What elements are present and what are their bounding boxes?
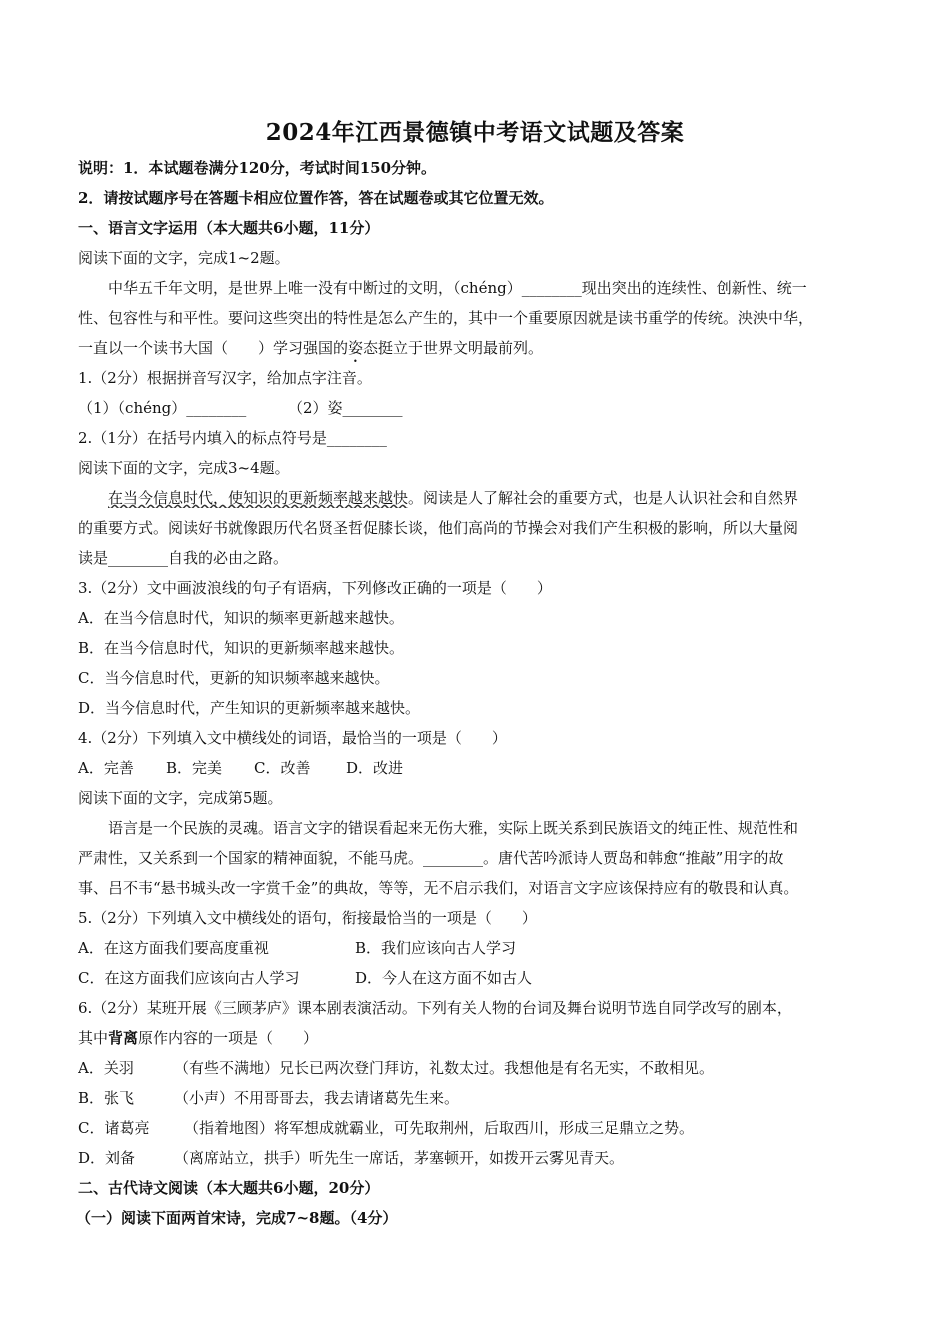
passage-2-line-1 — [108, 488, 878, 508]
question-5-options-row-1 — [78, 938, 878, 958]
question-3: 3.（2分）文中画波浪线的句子有语病，下列修改正确的一项是（ ） — [78, 579, 552, 597]
question-1-subitems — [78, 398, 878, 418]
question-5-options-row-2 — [78, 968, 878, 988]
question-3-option-b: B．在当今信息时代，知识的更新频率越来越快。 — [78, 639, 405, 657]
question-3-option-d: D．当今信息时代，产生知识的更新频率越来越快。 — [78, 699, 421, 717]
question-6-line-1: 6.（2分）某班开展《三顾茅庐》课本剧表演活动。下列有关人物的台词及舞台说明节选自同学改写的剧本， — [78, 999, 792, 1017]
option-a-role: A．关羽 — [78, 1059, 134, 1077]
dotted-character: 姿 — [348, 339, 364, 357]
question-3-option-c: C．当今信息时代，更新的知识频率越来越快。 — [78, 669, 390, 687]
question-6-option-b — [78, 1088, 878, 1108]
question-6-option-a — [78, 1058, 878, 1078]
passage-2-line-2: 的重要方式。阅读好书就像跟历代名贤圣哲促膝长谈，他们高尚的节操会对我们产生积极的影响，所以大量阅 — [78, 519, 799, 537]
question-4: 4.（2分）下列填入文中横线处的词语，最恰当的一项是（ ） — [78, 729, 507, 747]
question-6-option-d — [78, 1148, 878, 1168]
question-4-option-d: D．改进 — [346, 759, 404, 777]
passage-1-text-a: 一直以一个读书大国（ ）学习强国的 — [78, 339, 349, 357]
option-a-lines: （有些不满地）兄长已两次登门拜访，礼数太过。我想他是有名无实，不敢相见。 — [174, 1059, 715, 1077]
question-6-option-c — [78, 1118, 878, 1138]
reading-instruction-1: 阅读下面的文字，完成1~2题。 — [78, 249, 290, 267]
question-5-option-c: C．在这方面我们应该向古人学习 — [78, 969, 300, 987]
question-6-bold-word: 背离 — [108, 1029, 139, 1047]
section-1-heading: 一、语言文字运用（本大题共6小题，11分） — [78, 219, 380, 237]
passage-1-text-b: 态挺立于世界文明最前列。 — [363, 339, 544, 357]
option-b-role: B．张飞 — [78, 1089, 135, 1107]
question-6-line-2 — [78, 1028, 878, 1048]
question-6-text-b: 原作内容的一项是（ ） — [138, 1029, 319, 1047]
option-d-lines: （离席站立，拱手）听先生一席话，茅塞顿开，如拨开云雾见青天。 — [174, 1149, 625, 1167]
option-c-role: C．诸葛亮 — [78, 1119, 150, 1137]
question-1-sub-1: （1）（chéng）________ — [78, 399, 247, 417]
note-line-1: 说明：1．本试题卷满分120分，考试时间150分钟。 — [78, 159, 437, 177]
page-title: 2024年江西景德镇中考语文试题及答案 — [265, 119, 685, 146]
question-5: 5.（2分）下列填入文中横线处的语句，衔接最恰当的一项是（ ） — [78, 909, 537, 927]
question-3-option-a: A．在当今信息时代，知识的频率更新越来越快。 — [78, 609, 404, 627]
question-1: 1.（2分）根据拼音写汉字，给加点字注音。 — [78, 369, 372, 387]
question-6-text-a: 其中 — [78, 1029, 109, 1047]
question-4-options — [78, 758, 878, 778]
passage-2-line-3: 读是________自我的必由之路。 — [78, 549, 289, 567]
question-4-option-b: B．完美 — [166, 759, 223, 777]
passage-1-line-3 — [78, 338, 878, 366]
option-b-lines: （小声）不用哥哥去，我去请诸葛先生来。 — [174, 1089, 460, 1107]
passage-2-text: 。阅读是人了解社会的重要方式，也是人认识社会和自然界 — [408, 489, 799, 507]
question-4-option-a: A．完善 — [78, 759, 134, 777]
passage-1-line-2: 性、包容性与和平性。要问这些突出的特性是怎么产生的，其中一个重要原因就是读书重学的传统。泱泱中华， — [78, 309, 814, 327]
note-line-2: 2．请按试题序号在答题卡相应位置作答，答在试题卷或其它位置无效。 — [78, 189, 554, 207]
section-2-subheading: （一）阅读下面两首宋诗，完成7~8题。（4分） — [76, 1209, 398, 1227]
passage-1-line-1: 中华五千年文明，是世界上唯一没有中断过的文明，（chéng）________现出突出的连续性、创新性、统一 — [108, 279, 807, 297]
question-1-sub-2: （2）姿________ — [288, 399, 403, 417]
reading-instruction-2: 阅读下面的文字，完成3~4题。 — [78, 459, 290, 477]
question-5-option-d: D．今人在这方面不如古人 — [355, 969, 533, 987]
passage-3-line-3: 事、吕不韦“悬书城头改一字赏千金”的典故，等等，无不启示我们，对语言文字应该保持应有的敬畏和认真。 — [78, 879, 799, 897]
question-2: 2.（1分）在括号内填入的标点符号是________ — [78, 429, 387, 447]
question-5-option-b: B．我们应该向古人学习 — [355, 939, 517, 957]
option-c-lines: （指着地图）将军想成就霸业，可先取荆州，后取西川，形成三足鼎立之势。 — [184, 1119, 695, 1137]
reading-instruction-3: 阅读下面的文字，完成第5题。 — [78, 789, 283, 807]
passage-3-line-2: 严肃性，又关系到一个国家的精神面貌，不能马虎。________。唐代苦吟派诗人贾岛和韩愈“推敲”用字的故 — [78, 849, 784, 867]
question-5-option-a: A．在这方面我们要高度重视 — [78, 939, 269, 957]
passage-3-line-1: 语言是一个民族的灵魂。语言文字的错误看起来无伤大雅，实际上既关系到民族语文的纯正性、规范性和 — [108, 819, 799, 837]
question-4-option-c: C．改善 — [254, 759, 311, 777]
option-d-role: D．刘备 — [78, 1149, 136, 1167]
section-2-heading: 二、古代诗文阅读（本大题共6小题，20分） — [78, 1179, 380, 1197]
wavy-underlined-sentence: 在当今信息时代，使知识的更新频率越来越快 — [108, 489, 409, 507]
